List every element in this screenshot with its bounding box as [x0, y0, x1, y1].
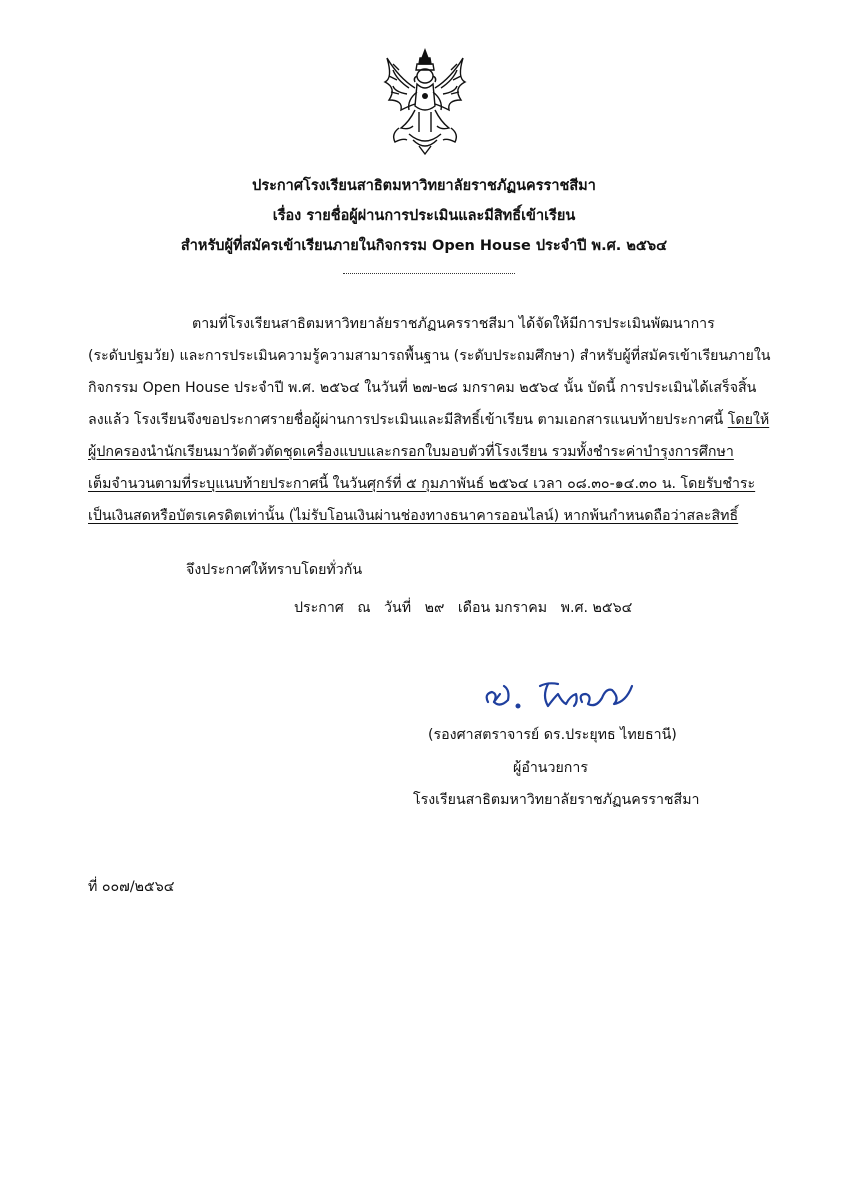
handwritten-signature: [478, 672, 638, 718]
announce-label: ประกาศ: [294, 600, 344, 616]
title-line-1: ประกาศโรงเรียนสาธิตมหาวิทยาลัยราชภัฏนครราชสีมา: [252, 178, 596, 194]
announce-month: มกราคม: [494, 600, 548, 616]
body-line-1: ตามที่โรงเรียนสาธิตมหาวิทยาลัยราชภัฏนครราชสีมา ได้จัดให้มีการประเมินพัฒนาการ: [192, 316, 715, 332]
signatory-position: ผู้อำนวยการ: [513, 760, 588, 776]
announce-day: ๒๙: [424, 600, 445, 616]
body-line-7: เป็นเงินสดหรือบัตรเครดิตเท่านั้น (ไม่รับโอนเงินผ่านช่องทางธนาคารออนไลน์) หากพ้นกำหนดถือว่าสละสิทธิ์: [88, 508, 739, 524]
announce-at: ณ: [357, 600, 371, 616]
subtitle-line: สำหรับผู้ที่สมัครเข้าเรียนภายในกิจกรรม Open House ประจำปี พ.ศ. ๒๕๖๔: [180, 238, 668, 254]
announce-year: ๒๕๖๔: [592, 600, 633, 616]
body-line-5: ผู้ปกครองนำนักเรียนมาวัดตัวตัดชุดเครื่องแบบและกรอกใบมอบตัวที่โรงเรียน รวมทั้งชำระค่าบำรุงการศึกษา: [88, 444, 734, 460]
subject-line: เรื่อง รายชื่อผู้ผ่านการประเมินและมีสิทธิ์เข้าเรียน: [272, 208, 576, 224]
signatory-name: (รองศาสตราจารย์ ดร.ประยุทธ ไทยธานี): [428, 727, 677, 743]
body-line-2: (ระดับปฐมวัย) และการประเมินความรู้ความสามารถพื้นฐาน (ระดับประถมศึกษา) สำหรับผู้ที่สมัครเข้าเรียนภายใน: [88, 348, 771, 364]
body-line-4: [88, 408, 769, 432]
body-line-3: กิจกรรม Open House ประจำปี พ.ศ. ๒๕๖๔ ในวันที่ ๒๗-๒๘ มกราคม ๒๕๖๔ นั้น บัดนี้ การประเมินได้เสร็จสิ้น: [88, 380, 757, 396]
announce-day-label: วันที่: [384, 600, 412, 616]
body-line-4-underlined: โดยให้: [727, 412, 770, 428]
signatory-organization: โรงเรียนสาธิตมหาวิทยาลัยราชภัฏนครราชสีมา: [413, 792, 700, 808]
announce-year-label: พ.ศ.: [560, 600, 588, 616]
garuda-emblem-icon: [379, 48, 471, 156]
announce-date: [294, 597, 632, 619]
body-line-4-text: ลงแล้ว โรงเรียนจึงขอประกาศรายชื่อผู้ผ่านการประเมินและมีสิทธิ์เข้าเรียน ตามเอกสารแนบท้ายประกาศนี้: [88, 412, 728, 428]
closing-line: จึงประกาศให้ทราบโดยทั่วกัน: [186, 562, 363, 578]
separator-dots: [343, 272, 515, 274]
body-line-6: เต็มจำนวนตามที่ระบุแนบท้ายประกาศนี้ ในวันศุกร์ที่ ๕ กุมภาพันธ์ ๒๕๖๔ เวลา ๐๘.๓๐-๑๔.๓๐ น. โดยรับชำระ: [88, 476, 756, 492]
announce-month-label: เดือน: [457, 600, 491, 616]
reference-number: ที่ ๐๐๗/๒๕๖๔: [88, 879, 175, 895]
